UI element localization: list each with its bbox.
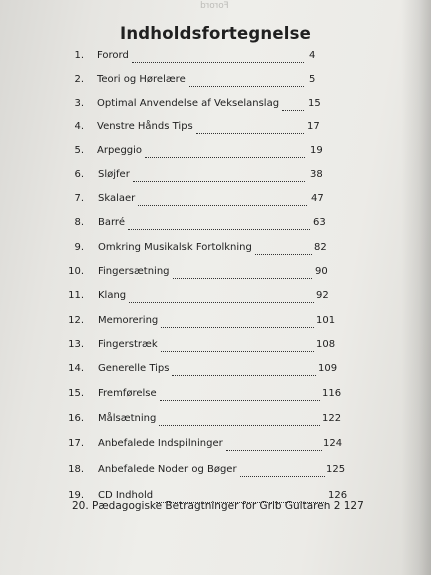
toc-dot-leader — [128, 228, 310, 230]
toc-entry-number: 13. — [68, 339, 84, 350]
toc-entry-number: 14. — [68, 363, 84, 374]
toc-dot-leader — [129, 301, 314, 303]
toc-entry-number: 9. — [74, 242, 84, 253]
toc-entry-number: 7. — [74, 193, 84, 204]
toc-entry-page: 82 — [314, 242, 327, 253]
toc-dot-leader — [172, 374, 316, 376]
toc-dot-leader — [138, 204, 307, 206]
toc-entry-number: 3. — [74, 98, 84, 109]
toc-entry-title: Venstre Hånds Tips — [97, 121, 193, 132]
toc-entry-page: 15 — [308, 98, 321, 109]
toc-entry-page: 4 — [309, 50, 316, 61]
toc-entry-title: Fremførelse — [98, 388, 157, 399]
toc-dot-leader — [282, 109, 304, 111]
toc-entry-title: Målsætning — [98, 413, 157, 424]
toc-dot-leader — [196, 132, 304, 134]
toc-dot-leader — [255, 253, 312, 255]
bleed-through-text: Forord — [200, 1, 229, 11]
toc-entry-number: 19. — [68, 490, 84, 501]
toc-entry-number: 5. — [74, 145, 84, 156]
toc-entry-title: Memorering — [98, 315, 159, 326]
toc-dot-leader — [161, 326, 314, 328]
toc-entry-title: Optimal Anvendelse af Vekselanslag — [97, 98, 280, 109]
toc-entry-number: 11. — [68, 290, 84, 301]
page-fold-shadow — [401, 0, 431, 575]
toc-entry-title: Fingersætning — [98, 266, 170, 277]
toc-entry-number: 18. — [68, 464, 84, 475]
toc-entry-title: Arpeggio — [97, 145, 143, 156]
toc-entry-title: Generelle Tips — [98, 363, 170, 374]
toc-entry-number: 1. — [74, 50, 84, 61]
toc-entry-number: 2. — [74, 74, 84, 85]
toc-entry-title: Skalaer — [98, 193, 136, 204]
toc-entry-title: Omkring Musikalsk Fortolkning — [98, 242, 252, 253]
toc-dot-leader — [226, 449, 322, 451]
toc-dot-leader — [132, 61, 304, 63]
toc-entry-page: 125 — [326, 464, 346, 475]
page-title: Indholdsfortegnelse — [119, 24, 311, 43]
toc-entry-page: 116 — [322, 388, 342, 399]
toc-entry-number: 17. — [68, 438, 84, 449]
toc-entry-number: 10. — [68, 266, 84, 277]
toc-entry-title: Teori og Hørelære — [97, 74, 186, 85]
toc-dot-leader — [159, 424, 320, 426]
toc-dot-leader — [145, 156, 305, 158]
toc-entry-page: 63 — [313, 217, 326, 228]
toc-entry-number: 4. — [74, 121, 84, 132]
toc-entry-page: 124 — [323, 438, 343, 449]
toc-dot-leader — [173, 277, 312, 279]
toc-entry-title: Barré — [98, 217, 125, 228]
toc-entry-title: Klang — [98, 290, 127, 301]
toc-entry-page: 109 — [318, 363, 338, 374]
toc-dot-leader — [160, 399, 320, 401]
toc-dot-leader — [189, 85, 304, 87]
toc-entry-page: 126 — [328, 490, 348, 501]
toc-entry-number: 8. — [74, 217, 84, 228]
toc-entry-page: 5 — [309, 74, 316, 85]
toc-entry-number: 12. — [68, 315, 84, 326]
toc-entry-page: 108 — [316, 339, 336, 350]
toc-entry-page: 17 — [307, 121, 320, 132]
toc-entry-page: 101 — [316, 315, 336, 326]
toc-entry-title: Anbefalede Noder og Bøger — [98, 464, 237, 475]
toc-entry-title: Anbefalede Indspilninger — [98, 438, 223, 449]
toc-entry-page: 47 — [311, 193, 324, 204]
toc-entry-number: 16. — [68, 413, 84, 424]
toc-entry-page: 19 — [310, 145, 323, 156]
toc-entry-page: 92 — [316, 290, 329, 301]
toc-entry-number: 15. — [68, 388, 84, 399]
toc-dot-leader — [161, 350, 314, 352]
toc-entry-page: 38 — [310, 169, 323, 180]
toc-entry-title: CD Indhold — [98, 490, 154, 501]
toc-entry-number: 6. — [74, 169, 84, 180]
toc-entry-page: 122 — [322, 413, 342, 424]
toc-dot-leader — [133, 180, 305, 182]
toc-entry-title: Forord — [97, 50, 129, 61]
toc-entry-page: 90 — [315, 266, 328, 277]
toc-entry-text: 20. Pædagogiske Betragtninger for Grib Guitaren 2 127 — [72, 500, 364, 512]
toc-dot-leader — [240, 475, 325, 477]
toc-entry-title: Fingerstræk — [98, 339, 158, 350]
toc-entry-title: Sløjfer — [98, 169, 130, 180]
